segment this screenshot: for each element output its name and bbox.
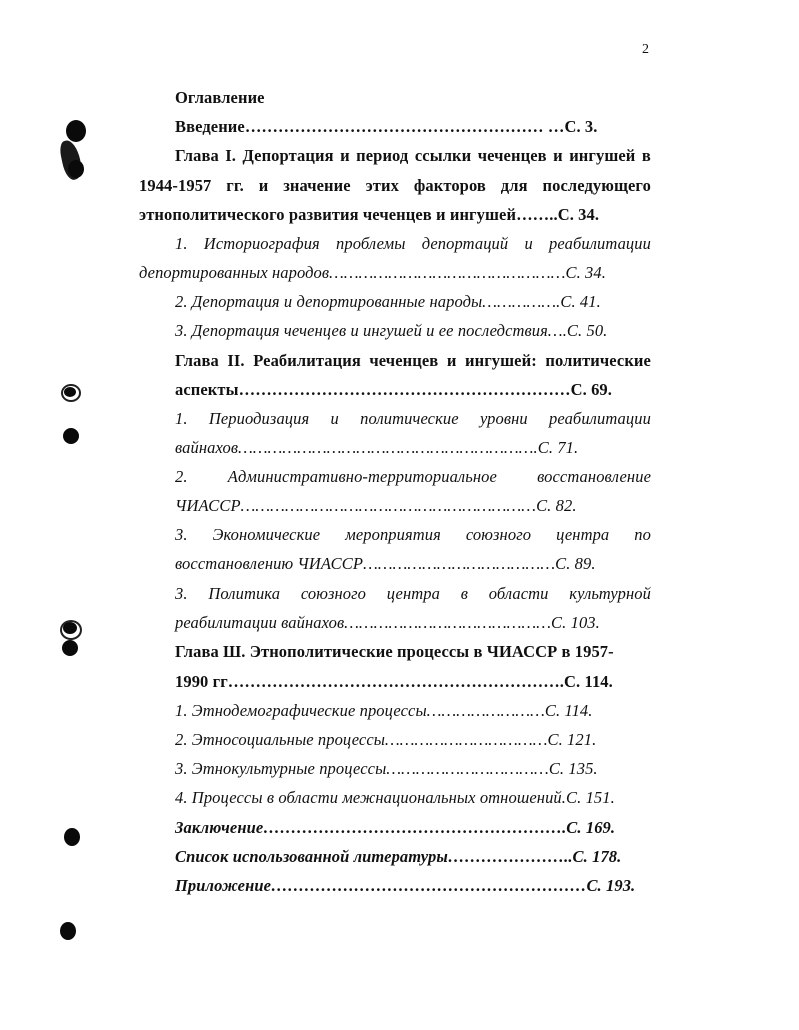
word: Экономические — [212, 525, 321, 544]
chapter-3-heading-line-2: 1990 гг…………………………………………………….С. 114. — [175, 672, 613, 691]
word: и — [340, 146, 350, 165]
word: для — [500, 176, 528, 195]
word: и — [258, 176, 269, 195]
toc-entry-introduction: Введение……………………………………………… …С. 3. — [175, 117, 598, 136]
chapter-2-heading-line-2: аспекты……………………………………………………С. 69. — [175, 380, 612, 399]
word: Административно-территориальное — [227, 467, 497, 486]
word: уровни — [479, 409, 528, 428]
chapter-2-section-4-line-2: реабилитации вайнахов……………………………………С. 103. — [175, 613, 600, 632]
word: значение — [283, 176, 351, 195]
word: Глава — [175, 146, 219, 165]
toc-entry-conclusion: Заключение……………………………………………….С. 169. — [175, 818, 616, 837]
word: и — [553, 146, 563, 165]
toc-entry-appendix: Приложение…………………………………………………С. 193. — [175, 876, 636, 895]
chapter-2-section-3-line-1 — [175, 525, 651, 545]
word: области — [488, 584, 549, 603]
chapter-3-section-3: 3. Этнокультурные процессы……………………………С. 135. — [175, 759, 598, 778]
word: период — [356, 146, 409, 165]
word: Периодизация — [208, 409, 310, 428]
word: мероприятия — [345, 525, 441, 544]
chapter-2-heading-line-1 — [175, 351, 651, 371]
word: ссылки — [414, 146, 472, 165]
chapter-1-section-1-line-1 — [175, 234, 651, 254]
binder-hole-mark — [63, 428, 79, 444]
word: чеченцев — [477, 146, 547, 165]
word: этих — [365, 176, 399, 195]
chapter-1-heading-line-1 — [175, 146, 651, 166]
chapter-1-heading-line-2 — [139, 176, 651, 196]
word: I. — [225, 146, 237, 165]
binder-hole-mark — [62, 640, 78, 656]
word: 1. — [175, 409, 188, 428]
chapter-2-section-1-line-1 — [175, 409, 651, 429]
word: культурной — [569, 584, 651, 603]
word: 3. — [175, 584, 188, 603]
word: Политика — [208, 584, 281, 603]
binder-hole-mark — [66, 120, 86, 142]
word: и — [446, 351, 457, 370]
word: 1. — [175, 234, 188, 253]
chapter-2-section-4-line-1 — [175, 584, 651, 604]
word: 3. — [175, 525, 188, 544]
word: ингушей: — [465, 351, 537, 370]
binder-hole-mark — [64, 387, 76, 397]
chapter-2-section-2-line-1 — [175, 467, 651, 487]
word: II. — [227, 351, 245, 370]
word: Историография — [203, 234, 320, 253]
word: 2. — [175, 467, 188, 486]
binder-hole-mark — [64, 828, 80, 846]
chapter-1-section-1-line-2: депортированных народов…………………………………………С. 34. — [139, 263, 606, 282]
word: союзного — [465, 525, 532, 544]
word: депортаций — [421, 234, 509, 253]
word: Реабилитация — [253, 351, 361, 370]
chapter-3-section-4: 4. Процессы в области межнациональных отношений.С. 151. — [175, 788, 615, 807]
chapter-2-section-2-line-2: ЧИАССР……………………………………………………С. 82. — [175, 496, 577, 515]
word: по — [634, 525, 651, 544]
word: союзного — [300, 584, 367, 603]
chapter-2-section-1-line-2: вайнахов…………………………………………………….С. 71. — [175, 438, 579, 457]
word: Глава — [175, 351, 219, 370]
toc-title: Оглавление — [175, 88, 265, 107]
chapter-3-heading-line-1: Глава Ш. Этнополитические процессы в ЧИАССР в 1957- — [175, 642, 614, 661]
word: центра — [386, 584, 440, 603]
word: политические — [545, 351, 651, 370]
binder-hole-mark — [60, 922, 76, 940]
word: реабилитации — [549, 409, 651, 428]
word: ингушей — [569, 146, 636, 165]
word: реабилитации — [549, 234, 651, 253]
word: и — [330, 409, 339, 428]
word: последующего — [542, 176, 651, 195]
toc-entry-bibliography: Список использованной литературы…………………..С. 178. — [175, 847, 622, 866]
chapter-3-section-2: 2. Этносоциальные процессы……………………………С. 121. — [175, 730, 597, 749]
chapter-1-section-2: 2. Депортация и депортированные народы…………….С. 41. — [175, 292, 601, 311]
word: политические — [360, 409, 459, 428]
binder-hole-mark — [68, 160, 84, 178]
word: Депортация — [242, 146, 334, 165]
chapter-1-section-3: 3. Депортация чеченцев и ингушей и ее последствия….С. 50. — [175, 321, 608, 340]
chapter-2-section-3-line-2: восстановлению ЧИАССР…………………………………С. 89. — [175, 554, 596, 573]
word: и — [524, 234, 533, 253]
chapter-3-section-1: 1. Этнодемографические процессы……………………С. 114. — [175, 701, 593, 720]
word: восстановление — [537, 467, 651, 486]
word: факторов — [413, 176, 486, 195]
word: в — [641, 146, 651, 165]
word: в — [460, 584, 468, 603]
chapter-1-heading-line-3: этнополитического развития чеченцев и ингушей……..С. 34. — [139, 205, 600, 224]
word: гг. — [226, 176, 244, 195]
word: 1944-1957 — [139, 176, 212, 195]
page-number: 2 — [642, 42, 649, 57]
word: центра — [556, 525, 610, 544]
word: проблемы — [336, 234, 406, 253]
word: чеченцев — [369, 351, 439, 370]
binder-hole-mark — [63, 622, 77, 634]
